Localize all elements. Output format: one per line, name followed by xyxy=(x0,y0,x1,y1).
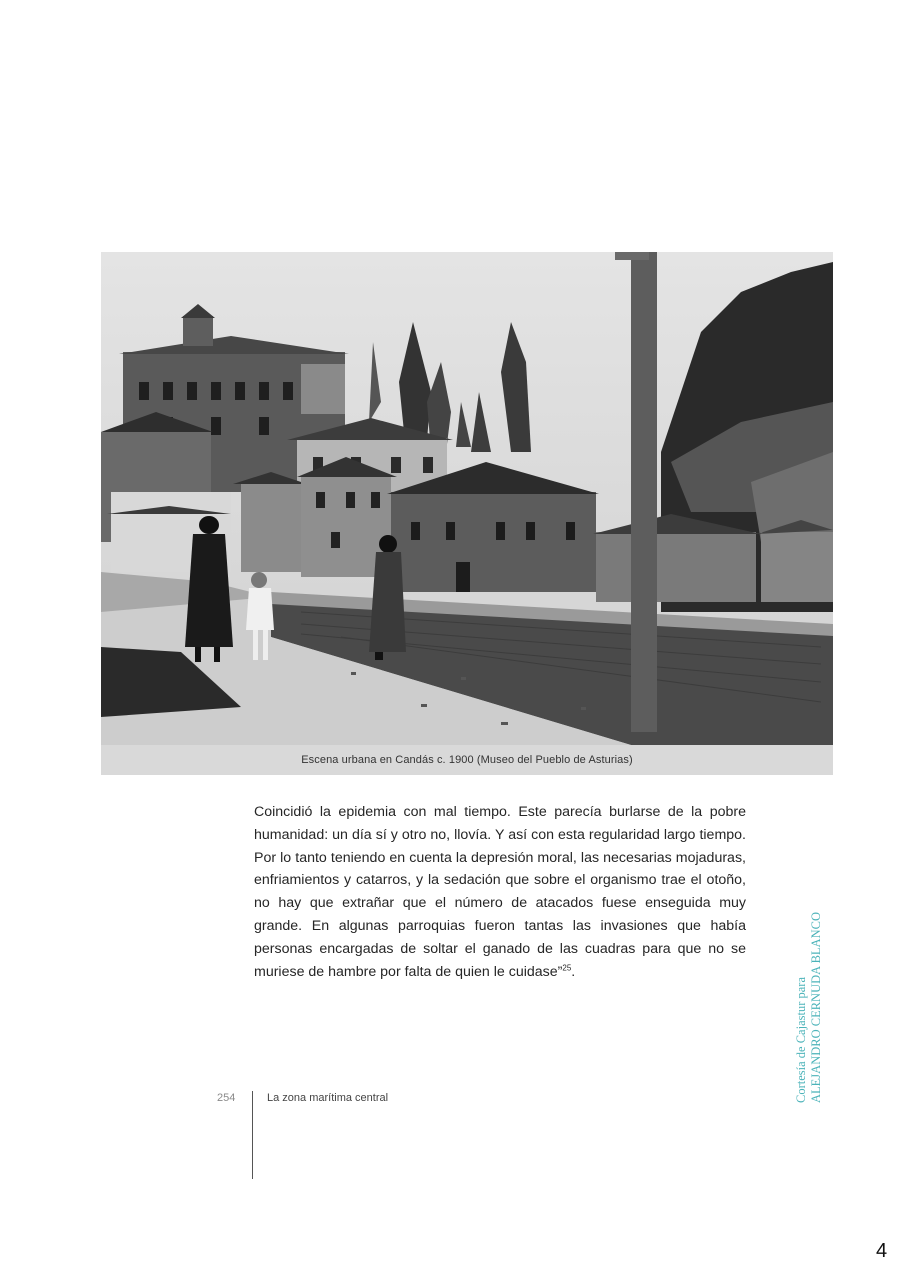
body-paragraph-text: Coincidió la epidemia con mal tiempo. Este parecía burlarse de la pobre humanidad: un día sí y otro no, llovía. Y así con esta regularidad largo tiempo. Por lo tanto teniendo en cuenta la depresión moral, las necesarias mojaduras, enfriamientos y catarros, y la sedación que sobre el organismo trae el otoño, no hay que extrañar que el número de atacados fuese enseguida muy grande. En algunas parroquias fueron tantas las invasiones que había personas encargadas de soltar el ganado de las cuadras para que no se muriese de hambre por falta de quien le cuidase” xyxy=(254,804,746,980)
corner-page-number: 4 xyxy=(876,1240,888,1262)
footer-divider xyxy=(252,1091,253,1179)
running-footer-title: La zona marítima central xyxy=(267,1092,389,1104)
body-paragraph-block xyxy=(254,801,746,983)
courtesy-watermark xyxy=(794,912,823,1103)
body-paragraph xyxy=(254,801,746,983)
page-number: 254 xyxy=(217,1092,236,1104)
paragraph-ending: . xyxy=(571,963,576,980)
figure-caption: Escena urbana en Candás c. 1900 (Museo del Pueblo de Asturias) xyxy=(301,754,633,766)
historical-photo xyxy=(101,252,833,745)
watermark-line-1: Cortesía de Cajastur para xyxy=(794,977,808,1103)
street-scene-illustration xyxy=(101,252,833,745)
footnote-reference[interactable]: 25 xyxy=(562,962,572,972)
watermark-line-2: ALEJANDRO CERNUDA BLANCO xyxy=(808,912,823,1103)
figure-caption-bar xyxy=(101,745,833,775)
